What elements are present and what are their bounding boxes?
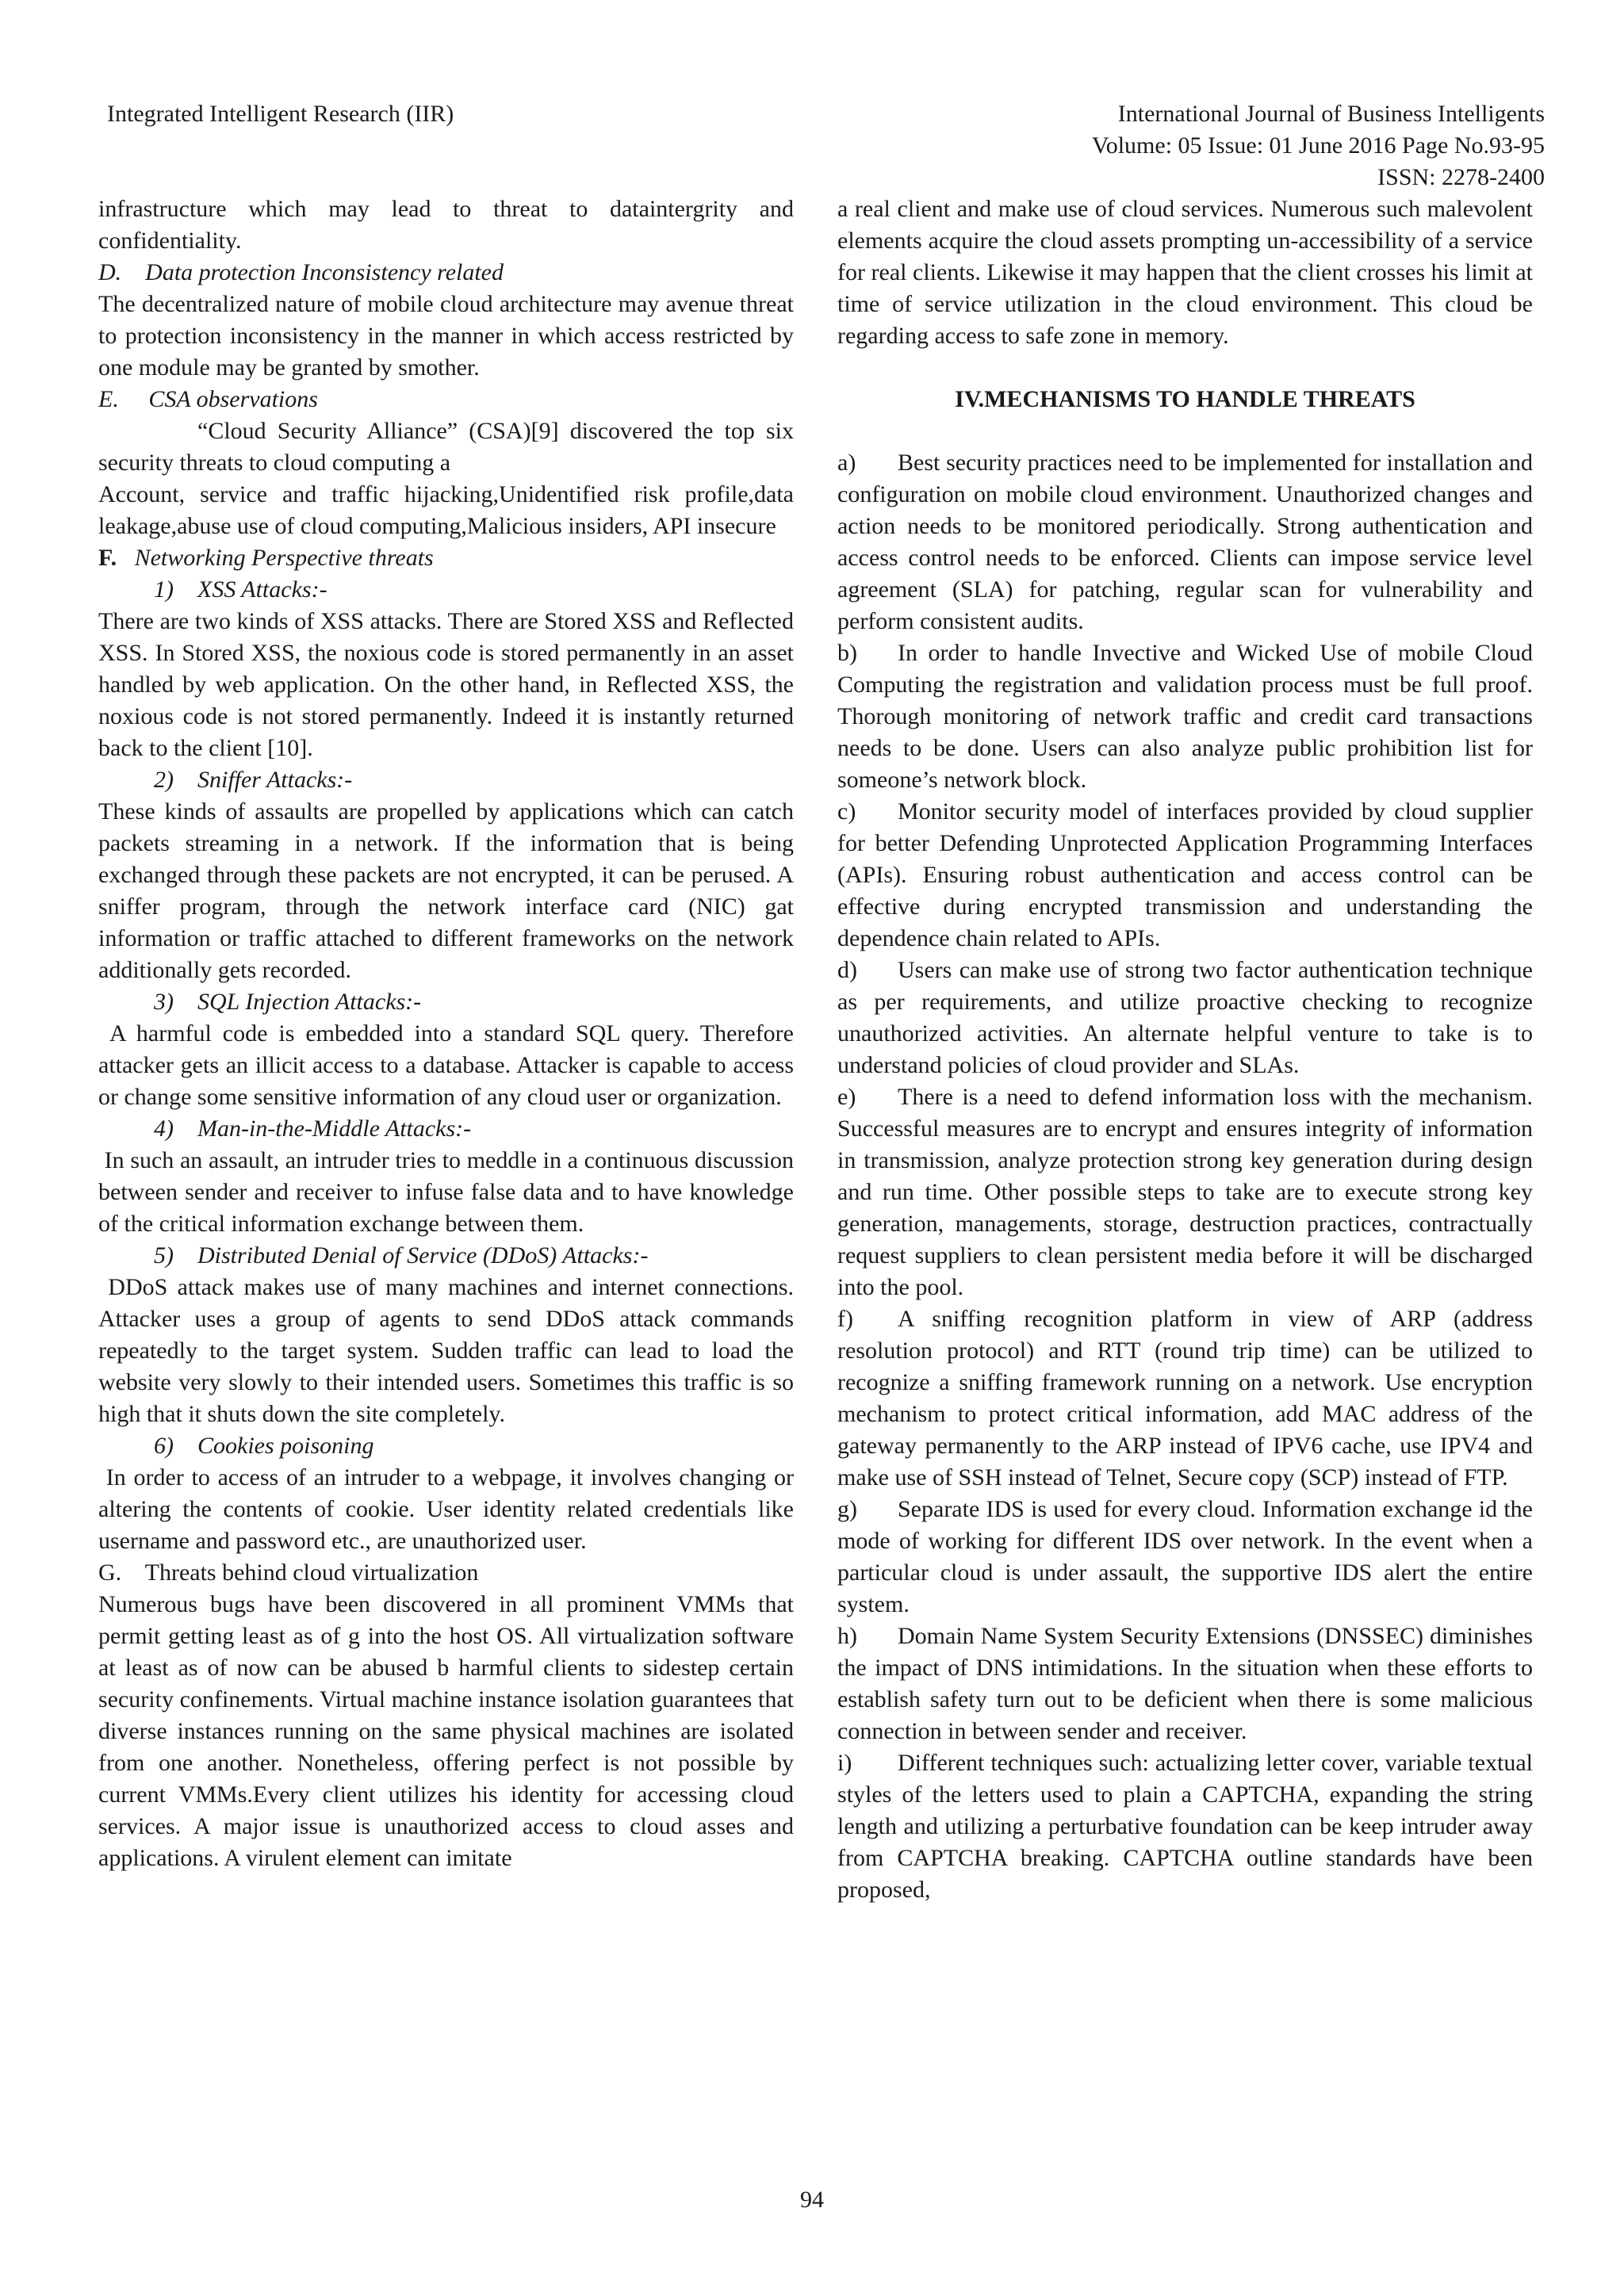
mechanism-item-label: g)	[837, 1496, 857, 1522]
mechanism-item	[837, 447, 1533, 637]
mechanism-item-text: Different techniques such: actualizing letter cover, variable textual styles of the letters used to plain a CAPTCHA, expanding the string length and utilizing a perturbative foundation can be keep intruder away from CAPTCHA breaking. CAPTCHA outline standards have been proposed,	[837, 1750, 1533, 1903]
mechanism-item-label: i)	[837, 1750, 852, 1776]
mechanism-item	[837, 1494, 1533, 1621]
left-column	[98, 193, 794, 1874]
paragraph: infrastructure which may lead to threat to dataintergrity and confidentiality.	[98, 196, 794, 254]
mechanism-item	[837, 637, 1533, 796]
paragraph: There are two kinds of XSS attacks. There are Stored XSS and Reflected XSS. In Stored XSS, the noxious code is stored permanently in an asset handled by web application. On the other hand, in Reflected XSS, the noxious code is not stored permanently. Indeed it is instantly returned back to the client [10].	[98, 608, 794, 761]
mechanism-item-label: f)	[837, 1306, 853, 1332]
subsection-label-f: F.	[98, 545, 117, 571]
paragraph: DDoS attack makes use of many machines and internet connections. Attacker uses a group of agents to send DDoS attack commands repeatedly to the target system. Sudden traffic can lead to load the website very slowly to their intended users. Sometimes this traffic is so high that it shuts down the site completely.	[98, 1274, 794, 1427]
subsection-title-f: Networking Perspective threats	[134, 545, 434, 571]
mechanism-item-text: Best security practices need to be implemented for installation and configuration on mobile cloud environment. Unauthorized changes and action needs to be monitored periodically. Strong authentication and access control needs to be enforced. Clients can impose service level agreement (SLA) for patching, regular scan for vulnerability and perform consistent audits.	[837, 450, 1533, 634]
paragraph: In order to access of an intruder to a webpage, it involves changing or altering the contents of cookie. User identity related credentials like username and password etc., are unauthorized user.	[98, 1464, 794, 1554]
mechanism-item-label: h)	[837, 1623, 857, 1649]
subsection-heading-f	[98, 542, 794, 574]
attack-heading-cookies: 6) Cookies poisoning	[154, 1433, 374, 1459]
paragraph: Numerous bugs have been discovered in all prominent VMMs that permit getting least as of g into the host OS. All virtualization software at least as of now can be abused b harmful clients to sidestep certain security confinements. Virtual machine instance isolation guarantees that diverse instances running on the same physical machines are isolated from one another. Nonetheless, offering perfect is not possible by current VMMs.Every client utilizes his identity for accessing cloud services. A major issue is unauthorized access to cloud asses and applications. A virulent element can imitate	[98, 1591, 794, 1871]
attack-heading-sniffer: 2) Sniffer Attacks:-	[154, 767, 353, 793]
mechanism-item	[837, 1747, 1533, 1906]
mechanism-item-label: d)	[837, 957, 857, 983]
mechanism-item-label: b)	[837, 640, 857, 666]
issn: ISSN: 2278-2400	[1377, 164, 1545, 190]
volume-issue: Volume: 05 Issue: 01 June 2016 Page No.93-95	[1091, 132, 1545, 159]
section-title: IV.MECHANISMS TO HANDLE THREATS	[955, 386, 1415, 412]
running-header-left: Integrated Intelligent Research (IIR)	[107, 101, 454, 127]
journal-name: International Journal of Business Intelligents	[1117, 101, 1545, 127]
attack-heading-ddos: 5) Distributed Denial of Service (DDoS) Attacks:-	[154, 1242, 649, 1269]
mechanism-item	[837, 1081, 1533, 1303]
mechanism-item-text: Users can make use of strong two factor authentication technique as per requirements, and utilize proactive checking to recognize unauthorized activities. An alternate helpful venture to take is to understand policies of cloud provider and SLAs.	[837, 957, 1533, 1078]
mechanism-item-text: In order to handle Invective and Wicked Use of mobile Cloud Computing the registration and validation process must be full proof. Thorough monitoring of network traffic and credit card transactions needs to be done. Users can also analyze public prohibition list for someone’s network block.	[837, 640, 1533, 793]
page-number: 94	[800, 2187, 824, 2213]
mechanism-item-text: There is a need to defend information loss with the mechanism. Successful measures are to encrypt and ensures integrity of information in transmission, analyze protection strong key generation during design and run time. Other possible steps to take are to execute strong key generation, managements, storage, destruction practices, contractually request suppliers to clean persistent media before it will be discharged into the pool.	[837, 1084, 1533, 1300]
paragraph: “Cloud Security Alliance” (CSA)[9] discovered the top six security threats to cloud computing a	[98, 418, 794, 476]
paragraph: The decentralized nature of mobile cloud architecture may avenue threat to protection inconsistency in the manner in which access restricted by one module may be granted by smother.	[98, 291, 794, 381]
paragraph: A harmful code is embedded into a standard SQL query. Therefore attacker gets an illicit access to a database. Attacker is capable to access or change some sensitive information of any cloud user or organization.	[98, 1020, 794, 1110]
mechanism-item	[837, 796, 1533, 955]
paragraph: a real client and make use of cloud services. Numerous such malevolent elements acquire the cloud assets prompting un-accessibility of a service for real clients. Likewise it may happen that the client crosses his limit at time of service utilization in the cloud environment. This cloud be regarding access to safe zone in memory.	[837, 196, 1533, 349]
mechanism-item	[837, 1621, 1533, 1747]
mechanism-item	[837, 1303, 1533, 1494]
subsection-heading-d: D. Data protection Inconsistency related	[98, 259, 504, 285]
mechanism-item-label: c)	[837, 798, 856, 825]
paragraph: In such an assault, an intruder tries to meddle in a continuous discussion between sender and receiver to infuse false data and to have knowledge of the critical information exchange between them.	[98, 1147, 794, 1237]
subsection-heading-e: E. CSA observations	[98, 386, 318, 412]
mechanism-item-text: Separate IDS is used for every cloud. Information exchange id the mode of working for different IDS over network. In the event when a particular cloud is under assault, the supportive IDS alert the entire system.	[837, 1496, 1533, 1617]
paragraph: These kinds of assaults are propelled by applications which can catch packets streaming in a network. If the information that is being exchanged through these packets are not encrypted, it can be perused. A sniffer program, through the network interface card (NIC) gat information or traffic attached to different frameworks on the network additionally gets recorded.	[98, 798, 794, 983]
paragraph: Account, service and traffic hijacking,Unidentified risk profile,data leakage,abuse use of cloud computing,Malicious insiders, API insecure	[98, 481, 794, 539]
subsection-heading-g: G. Threats behind cloud virtualization	[98, 1559, 479, 1586]
right-column	[837, 193, 1533, 1906]
mechanism-item-text: A sniffing recognition platform in view of ARP (address resolution protocol) and RTT (round trip time) can be utilized to recognize a sniffing framework running on a network. Use encryption mechanism to protect critical information, add MAC address of the gateway permanently to the ARP instead of IPV6 cache, use IPV4 and make use of SSH instead of Telnet, Secure copy (SCP) instead of FTP.	[837, 1306, 1533, 1490]
running-header-right	[1092, 98, 1545, 193]
mechanism-item-text: Domain Name System Security Extensions (DNSSEC) diminishes the impact of DNS intimidations. In the situation when these efforts to establish safety turn out to be deficient when there is some malicious connection in between sender and receiver.	[837, 1623, 1533, 1744]
mechanism-item-text: Monitor security model of interfaces provided by cloud supplier for better Defending Unprotected Application Programming Interfaces (APIs). Ensuring robust authentication and access control can be effective during encrypted transmission and understanding the dependence chain related to APIs.	[837, 798, 1533, 951]
attack-heading-sql: 3) SQL Injection Attacks:-	[154, 989, 422, 1015]
attack-heading-xss: 1) XSS Attacks:-	[154, 576, 327, 603]
mechanism-item-label: e)	[837, 1084, 856, 1110]
mechanism-item	[837, 955, 1533, 1081]
mechanism-item-label: a)	[837, 450, 856, 476]
mechanism-list	[837, 447, 1533, 1906]
attack-heading-mitm: 4) Man-in-the-Middle Attacks:-	[154, 1115, 472, 1142]
